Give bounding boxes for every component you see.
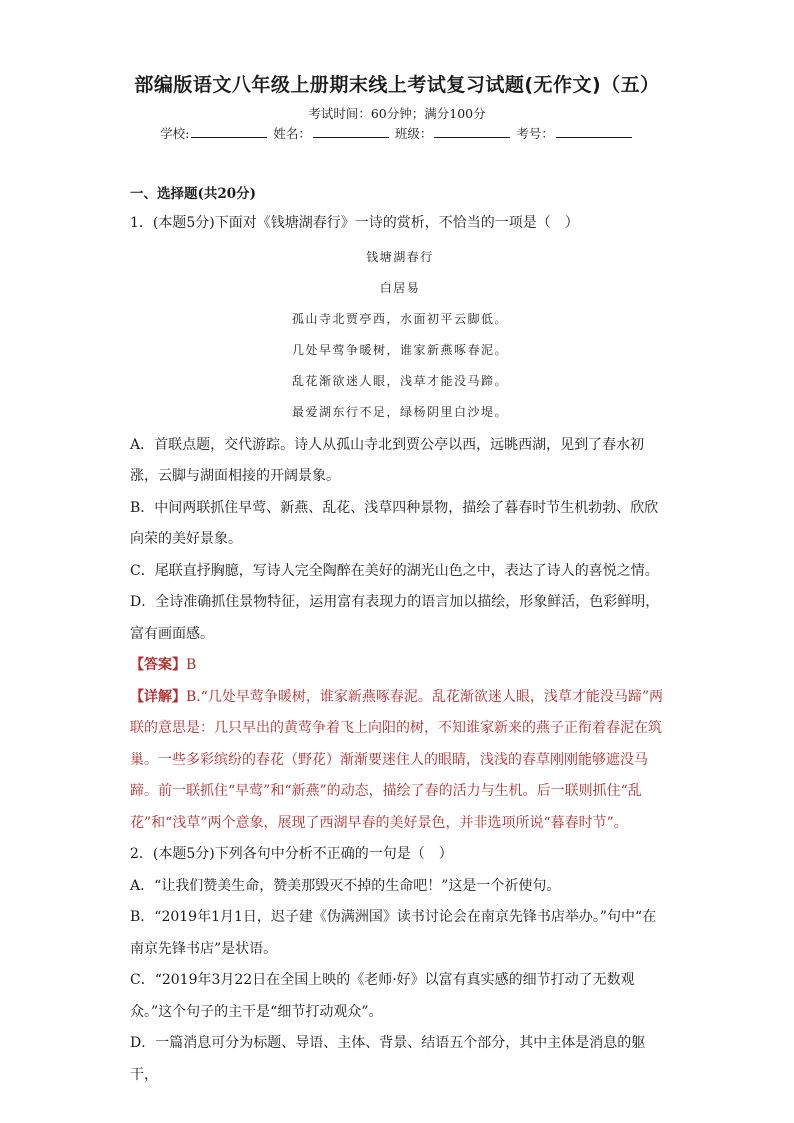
q1-option-c: C．尾联直抒胸臆，写诗人完全陶醉在美好的湖光山色之中，表达了诗人的喜悦之情。 <box>130 562 659 579</box>
q2-option-b: B．“2019年1月1日，迟子建《伪满洲国》读书讨论会在南京先锋书店举办。”句中“在南京先锋书店”是状语。 <box>130 909 657 957</box>
answer-value: B <box>186 657 197 673</box>
q1-option-a: A．首联点题，交代游踪。诗人从孤山寺北到贾公亭以西，远眺西湖，见到了春水初涨，云脚与湖面相接的开阔景象。 <box>130 436 645 484</box>
q2-option-d: D．一篇消息可分为标题、导语、主体、背景、结语五个部分，其中主体是消息的躯干， <box>130 1035 646 1083</box>
question-1-stem: 1．(本题5分)下面对《钱塘湖春行》一诗的赏析，不恰当的一项是（ ） <box>130 215 579 231</box>
poem-line: 孤山寺北贾亭西，水面初平云脚低。 <box>291 311 508 326</box>
name-label: 姓名： <box>273 126 311 141</box>
answer-tag: 【答案】 <box>130 657 186 673</box>
id-label: 考号： <box>516 126 554 141</box>
school-blank[interactable] <box>191 125 267 138</box>
poem-block <box>130 242 670 428</box>
question-2-stem: 2．(本题5分)下列各句中分析不正确的一句是（ ） <box>130 846 453 862</box>
q2-option-c: C．“2019年3月22日在全国上映的《老师·好》以富有真实感的细节打动了无数观众。”这个句子的主干是“细节打动观众”。 <box>130 972 635 1020</box>
class-label: 班级： <box>394 126 433 141</box>
q1-detail <box>130 682 670 840</box>
poem-line: 乱花渐欲迷人眼，浅草才能没马蹄。 <box>291 373 508 388</box>
page-title: 部编版语文八年级上册期末线上考试复习试题(无作文)（五） <box>134 74 660 96</box>
name-blank[interactable] <box>313 125 389 138</box>
exam-info: 考试时间：60分钟；满分100分 <box>308 106 486 121</box>
q1-option-d: D．全诗准确抓住景物特征，运用富有表现力的语言加以描绘，形象鲜活，色彩鲜明，富有画面感。 <box>130 594 660 642</box>
id-blank[interactable] <box>556 125 632 138</box>
class-blank[interactable] <box>434 125 510 138</box>
detail-text: B.“几处早莺争暖树，谁家新燕啄春泥。乱花渐欲迷人眼，浅草才能没马蹄”两联的意思是：几只早出的黄莺争着飞上向阳的树，不知谁家新来的燕子正衔着春泥在筑巢。一些多彩缤纷的春花（野花）渐渐要迷住人的眼睛，浅浅的春草刚刚能够遮没马蹄。前一联抓住“早莺”和“新燕”的动态，描绘了春的活力与生机。后一联则抓住“乱花”和“浅草”两个意象，展现了西湖早春的美好景色，并非选项所说“暮春时节”。 <box>130 688 664 831</box>
poem-title: 钱塘湖春行 <box>366 249 434 264</box>
q2-option-a: A．“让我们赞美生命，赞美那毁灭不掉的生命吧！”这是一个祈使句。 <box>130 877 561 894</box>
detail-tag: 【详解】 <box>130 688 186 705</box>
poem-author: 白居易 <box>379 280 421 295</box>
poem-line: 最爱湖东行不足，绿杨阴里白沙堤。 <box>291 404 508 419</box>
school-label: 学校: <box>160 126 190 141</box>
poem-line: 几处早莺争暖树，谁家新燕啄春泥。 <box>291 342 508 357</box>
q1-answer <box>130 650 670 682</box>
q1-option-b: B．中间两联抓住早莺、新燕、乱花、浅草四种景物，描绘了暮春时节生机勃勃、欣欣向荣的美好景象。 <box>130 499 659 547</box>
exam-content <box>130 180 670 1091</box>
section-heading: 一、选择题(共20分) <box>130 186 257 202</box>
student-info-line <box>0 124 794 142</box>
